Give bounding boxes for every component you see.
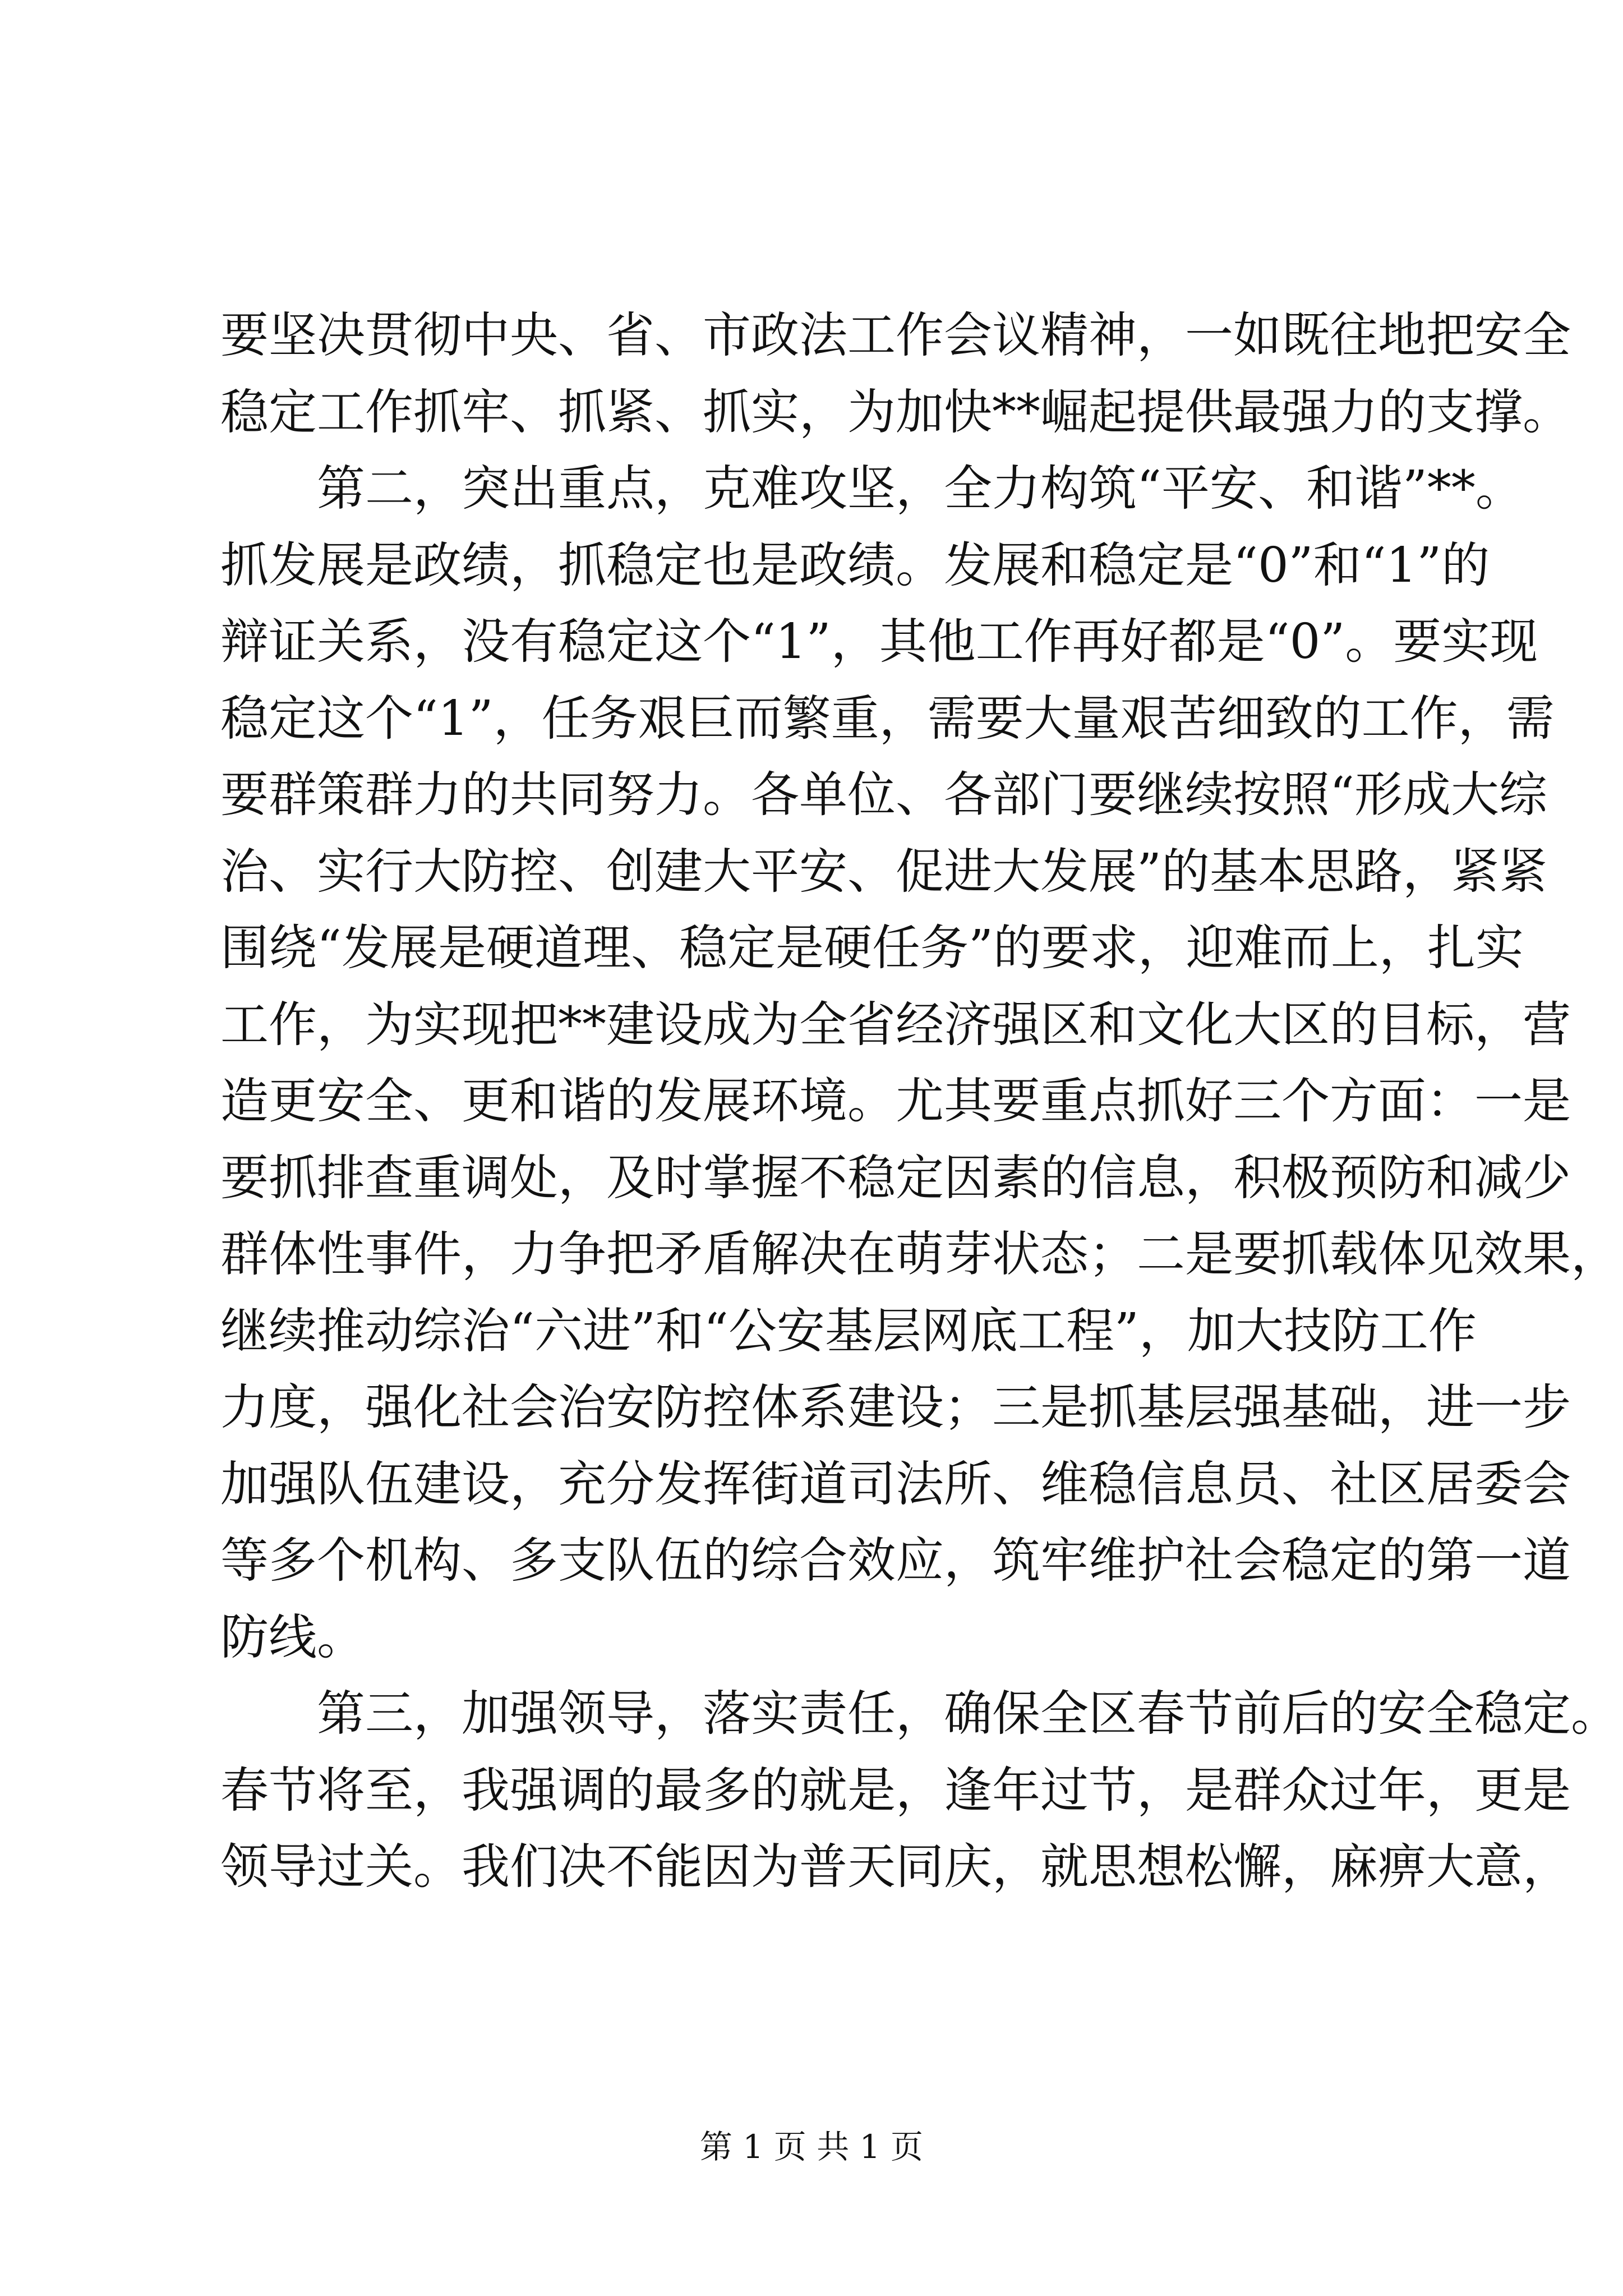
- text-line: 治、实行大防控、创建大平安、促进大发展”的基本思路，紧紧: [220, 843, 1547, 900]
- text-line: 要群策群力的共同努力。各单位、各部门要继续按照“形成大综: [220, 767, 1547, 823]
- text-line: 稳定工作抓牢、抓紧、抓实，为加快**崛起提供最强力的支撑。: [220, 384, 1571, 440]
- text-line: 抓发展是政绩，抓稳定也是政绩。发展和稳定是“0”和“1”的: [220, 537, 1490, 593]
- text-line: 防线。: [220, 1609, 365, 1665]
- text-line: 稳定这个“1”，任务艰巨而繁重，需要大量艰苦细致的工作，需: [220, 690, 1555, 747]
- text-line: 工作，为实现把**建设成为全省经济强区和文化大区的目标，营: [220, 996, 1571, 1053]
- text-line: 辩证关系，没有稳定这个“1”，其他工作再好都是“0”。要实现: [220, 614, 1538, 670]
- paragraph-heading-line: 第二，突出重点，克难攻坚，全力构筑“平安、和谐”**。: [317, 461, 1524, 517]
- text-line: 领导过关。我们决不能因为普天同庆，就思想松懈，麻痹大意，: [220, 1839, 1571, 1895]
- text-line: 造更安全、更和谐的发展环境。尤其要重点抓好三个方面：一是: [220, 1073, 1571, 1129]
- text-line: 围绕“发展是硬道理、稳定是硬任务”的要求，迎难而上，扎实: [220, 920, 1524, 976]
- document-body: [220, 297, 1619, 1906]
- text-line: 等多个机构、多支队伍的综合效应，筑牢维护社会稳定的第一道: [220, 1533, 1571, 1589]
- text-line: 群体性事件，力争把矛盾解决在萌芽状态；二是要抓载体见效果，: [220, 1226, 1619, 1282]
- text-line: 力度，强化社会治安防控体系建设；三是抓基层强基础，进一步: [220, 1379, 1571, 1435]
- text-line: 加强队伍建设，充分发挥街道司法所、维稳信息员、社区居委会: [220, 1456, 1571, 1512]
- text-line: 继续推动综治“六进”和“公安基层网底工程”，加大技防工作: [220, 1303, 1477, 1359]
- text-line: 春节将至，我强调的最多的就是，逢年过节，是群众过年，更是: [220, 1762, 1571, 1819]
- text-line: 要抓排查重调处，及时掌握不稳定因素的信息，积极预防和减少: [220, 1149, 1571, 1206]
- text-line: 要坚决贯彻中央、省、市政法工作会议精神，一如既往地把安全: [220, 307, 1571, 364]
- page-footer: 第 1 页 共 1 页: [700, 2128, 923, 2166]
- paragraph-heading-line: 第三，加强领导，落实责任，确保全区春节前后的安全稳定。: [317, 1686, 1619, 1742]
